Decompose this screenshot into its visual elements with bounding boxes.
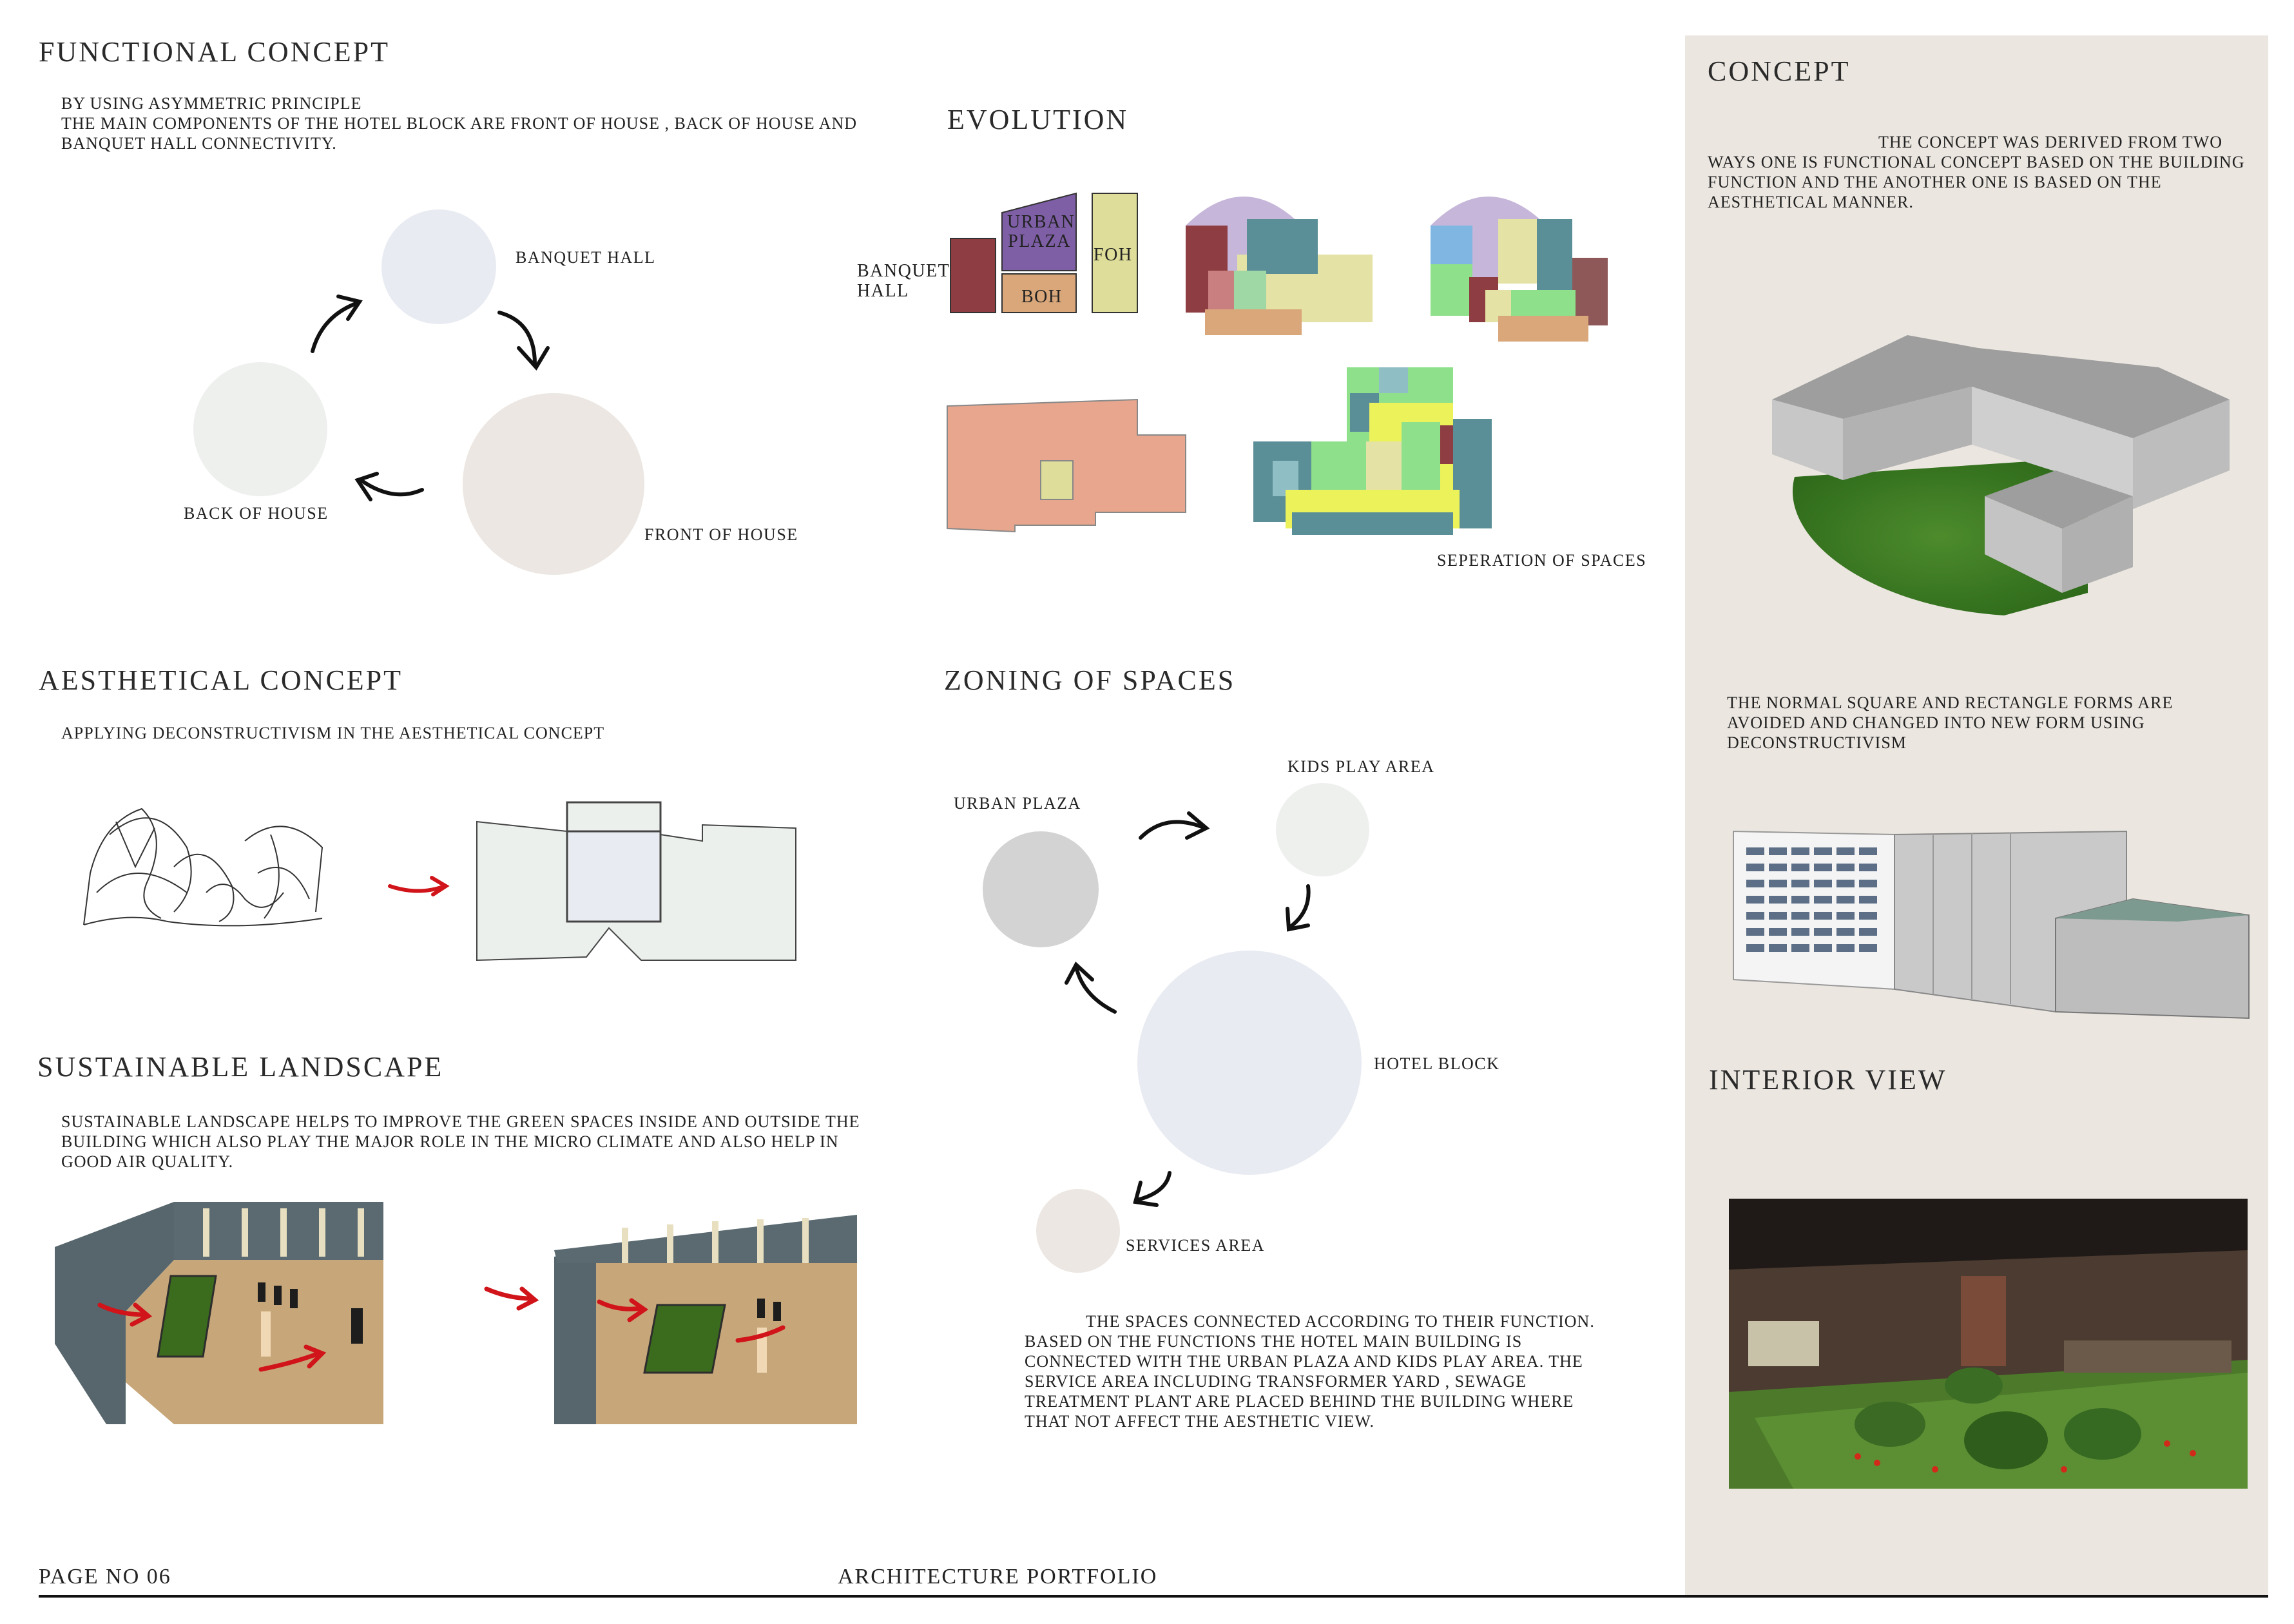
zoning-flow-arrows xyxy=(0,0,1482,1224)
portfolio-label: ARCHITECTURE PORTFOLIO xyxy=(838,1565,1158,1589)
concept-massing-model xyxy=(1733,322,2249,625)
evolution-foh-label: FOH xyxy=(1094,245,1133,265)
aesthetical-concept-title: AESTHETICAL CONCEPT xyxy=(39,664,403,696)
landscape-render-1 xyxy=(48,1195,383,1424)
zoning-description: THE SPACES CONNECTED ACCORDING TO THEIR FUNCTION. BASED ON THE FUNCTIONS THE HOTEL MAIN BUILDING IS CONNECTED WITH THE URBAN PLAZA AND KIDS PLAY AREA. THE SERVICE AREA INCLUDING TRANSFORMER YARD , SEWAGE TREATMENT PLANT ARE PLACED BEHIND THE BUILDING WHERE THAT NOT AFFECT THE AESTHETIC VIEW. xyxy=(1025,1312,1595,1431)
page-number: PAGE NO 06 xyxy=(39,1565,171,1589)
separation-of-spaces-label: SEPERATION OF SPACES xyxy=(1437,551,1647,570)
kids-play-area-label: KIDS PLAY AREA xyxy=(1287,757,1435,776)
zoning-of-spaces-title: ZONING OF SPACES xyxy=(944,664,1236,696)
evolution-title: EVOLUTION xyxy=(947,104,1129,135)
building-elevation-render xyxy=(1733,825,2249,1018)
footer-rule xyxy=(39,1595,2268,1598)
banquet-hall-label: BANQUET HALL xyxy=(516,248,656,267)
functional-concept-title: FUNCTIONAL CONCEPT xyxy=(39,36,390,68)
concept-text: THE CONCEPT WAS DERIVED FROM TWO WAYS ONE IS FUNCTIONAL CONCEPT BASED ON THE BUILDING FUNCTION AND THE ANOTHER ONE IS BASED ON THE AESTHETICAL MANNER. xyxy=(1708,133,2245,211)
back-of-house-label: BACK OF HOUSE xyxy=(184,504,329,523)
functional-line-2: THE MAIN COMPONENTS OF THE HOTEL BLOCK ARE FRONT OF HOUSE , BACK OF HOUSE AND BANQUET HALL CONNECTIVITY. xyxy=(61,114,858,153)
sustainable-landscape-text: SUSTAINABLE LANDSCAPE HELPS TO IMPROVE THE GREEN SPACES INSIDE AND OUTSIDE THE BUILDING WHICH ALSO PLAY THE MAJOR ROLE IN THE MICRO CLIMATE AND ALSO HELP IN GOOD AIR QUALITY. xyxy=(61,1112,860,1171)
evolution-urban-label: URBAN PLAZA xyxy=(1007,212,1075,251)
concept-title: CONCEPT xyxy=(1708,55,1851,87)
aesthetical-concept-text: APPLYING DECONSTRUCTIVISM IN THE AESTHETICAL CONCEPT xyxy=(61,724,605,742)
urban-plaza-label: URBAN PLAZA xyxy=(954,794,1081,813)
hotel-block-label: HOTEL BLOCK xyxy=(1374,1054,1500,1073)
interior-view-render xyxy=(1729,1199,2248,1489)
concept-text-2: THE NORMAL SQUARE AND RECTANGLE FORMS ARE AVOIDED AND CHANGED INTO NEW FORM USING DECONSTRUCTIVISM xyxy=(1727,693,2174,752)
landscape-render-2 xyxy=(480,1212,860,1424)
sustainable-landscape-title: SUSTAINABLE LANDSCAPE xyxy=(37,1051,444,1083)
functional-line-1: BY USING ASYMMETRIC PRINCIPLE xyxy=(61,94,362,113)
interior-view-title: INTERIOR VIEW xyxy=(1709,1064,1947,1096)
evolution-boh-label: BOH xyxy=(1021,287,1063,307)
front-of-house-label: FRONT OF HOUSE xyxy=(644,525,798,544)
evolution-banquet-label: BANQUET HALL xyxy=(857,261,950,301)
services-area-label: SERVICES AREA xyxy=(1126,1236,1266,1255)
